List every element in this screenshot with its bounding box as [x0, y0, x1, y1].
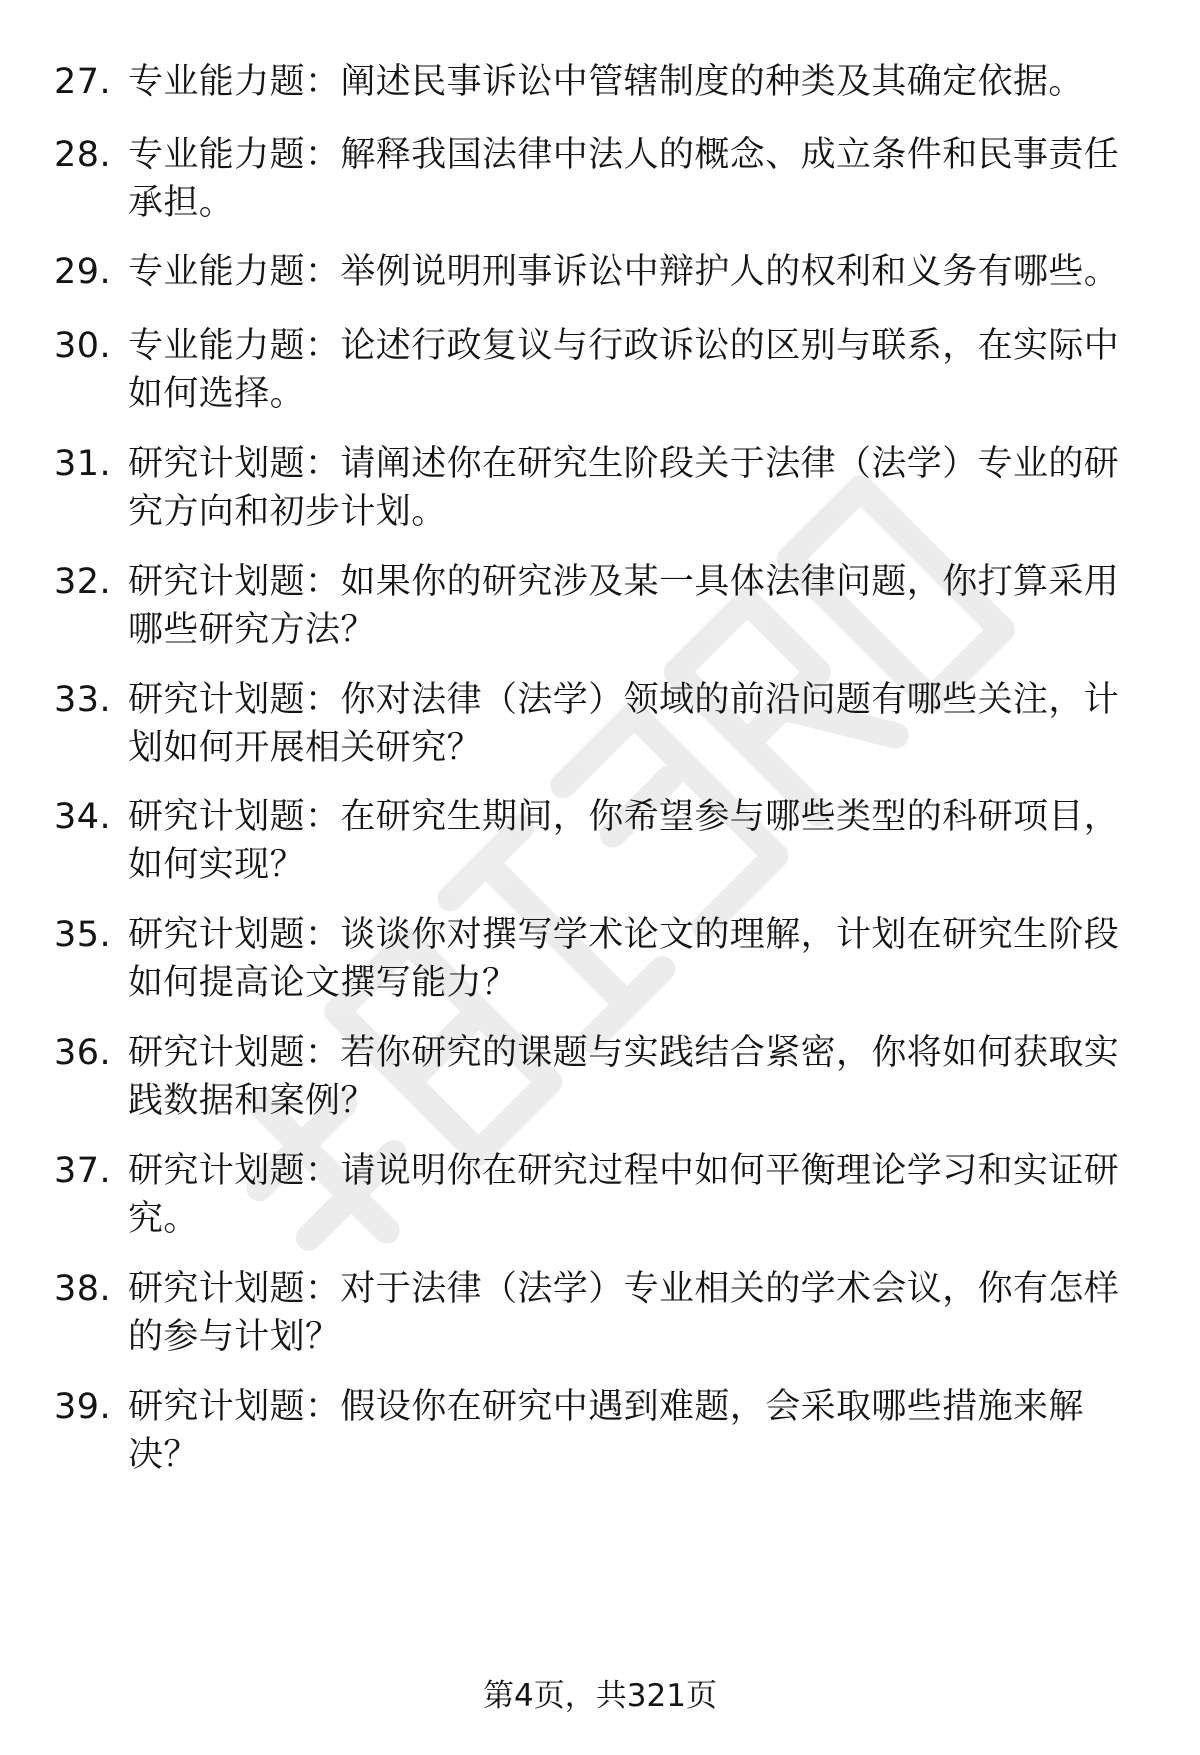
question-number: 32.	[54, 562, 112, 602]
question-number: 34.	[54, 797, 112, 837]
question-number: 30.	[54, 326, 112, 366]
question-text: 研究计划题：请阐述你在研究生阶段关于法律（法学）专业的研究方向和初步计划。	[128, 444, 1120, 532]
question-number: 31.	[54, 444, 112, 484]
question-text: 研究计划题：对于法律（法学）专业相关的学术会议，你有怎样的参与计划？	[128, 1269, 1120, 1357]
question-text: 研究计划题：如果你的研究涉及某一具体法律问题，你打算采用哪些研究方法？	[128, 562, 1120, 650]
question-text: 专业能力题：阐述民事诉讼中管辖制度的种类及其确定依据。	[128, 62, 1084, 102]
question-text: 专业能力题：论述行政复议与行政诉讼的区别与联系，在实际中如何选择。	[128, 326, 1120, 414]
question-text: 专业能力题：解释我国法律中法人的概念、成立条件和民事责任承担。	[128, 135, 1120, 223]
question-text: 研究计划题：谈谈你对撰写学术论文的理解，计划在研究生阶段如何提高论文撰写能力？	[128, 915, 1120, 1003]
question-text: 专业能力题：举例说明刑事诉讼中辩护人的权利和义务有哪些。	[128, 252, 1120, 292]
question-number: 27.	[54, 62, 112, 102]
question-number: 36.	[54, 1033, 112, 1073]
question-text: 研究计划题：在研究生期间，你希望参与哪些类型的科研项目，如何实现？	[128, 797, 1120, 885]
question-number: 33.	[54, 680, 112, 720]
question-number: 38.	[54, 1269, 112, 1309]
question-number: 35.	[54, 915, 112, 955]
question-text: 研究计划题：若你研究的课题与实践结合紧密，你将如何获取实践数据和案例？	[128, 1033, 1120, 1121]
question-number: 39.	[54, 1387, 112, 1427]
question-text: 研究计划题：你对法律（法学）领域的前沿问题有哪些关注，计划如何开展相关研究？	[128, 680, 1120, 768]
question-number: 37.	[54, 1151, 112, 1191]
question-text: 研究计划题：假设你在研究中遇到难题，会采取哪些措施来解决？	[128, 1387, 1084, 1475]
question-text: 研究计划题：请说明你在研究过程中如何平衡理论学习和实证研究。	[128, 1151, 1120, 1239]
question-number: 29.	[54, 252, 112, 292]
question-number: 28.	[54, 135, 112, 175]
page-footer: 第4页，共321页	[483, 1678, 717, 1714]
